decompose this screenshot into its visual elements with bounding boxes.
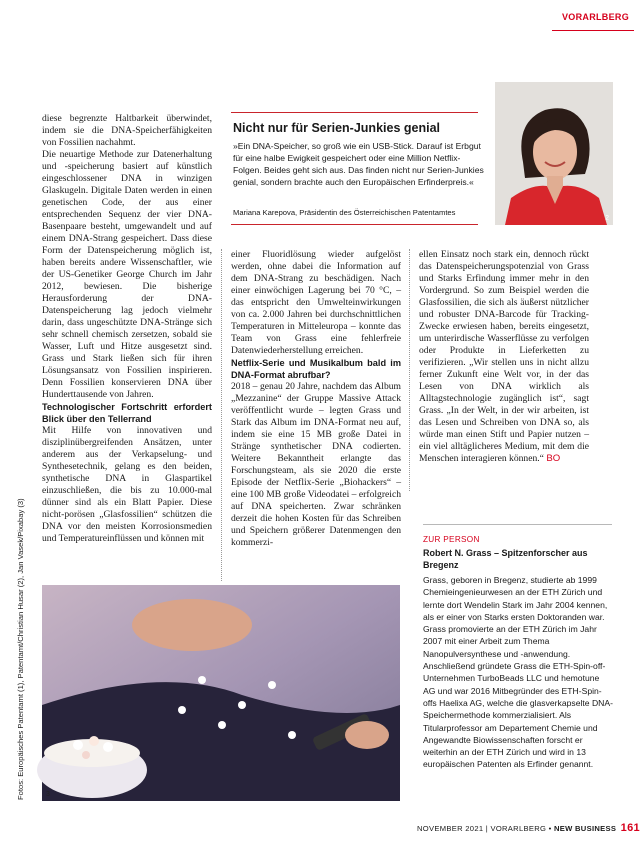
col2-subheading: Netflix-Serie und Musikalbum bald im DNA-Format abrufbar? [231,358,401,380]
page-footer [417,822,640,834]
quote-box-bottom-rule [231,224,478,225]
section-tag [552,10,634,28]
col1-subheading: Technologischer Fortschritt erfordert Blick über den Tellerrand [42,402,212,424]
author-signature: BO [546,453,561,464]
person-name: Robert N. Grass – Spitzenforscher aus Bregenz [423,548,588,570]
column-divider-2 [409,249,410,491]
page-number: 161 [620,822,640,834]
col3-text: ellen Einsatz noch stark ein, dennoch rückt das Datenspeicherungspotenzial von Grass und Starks Erfindung immer mehr in den Vordergrund. So zum Beispiel werden die Glasfossilien, die sich als äußerst nützlicher und robuster DNA-Barcode für Tracking-Zwecke erwiesen haben, bereits eingesetzt, um unterirdische Wasserflüsse zu verfolgen oder Produkte in Lieferketten zu verifizieren. „Wir stellen uns in nicht allzu ferner Zukunft eine Welt vor, in der das Lesen von DNA wirklich als Alltagstechnologie zugänglich ist“, sagt Grass. „In der Welt, in der wir arbeiten, ist das Lesen und Schreiben von DNA so, als würde man einen Stift und Papier nutzen – ein viel alltäglicheres Medium, mit dem die Menschen interagieren können.“ [419,249,589,464]
col1-paragraph-2: Die neuartige Methode zur Datenerhaltung und -speicherung basiert auf künstlich eingeschlossener DNA in winzigen Glaskugeln. Digitale Daten werden in einen genetischen Code, der aus einer entsprechenden Sequenz der vier DNA-Basenpaare besteht, umgewandelt und auf einem DNA-Strang gespeichert. Dass diese Form der Datenspeicherung möglich ist, haben bereits andere Wissenschaftler, wie der US-Genetiker George Church im Jahr 2012, bewiesen. Die bisherige Herausforderung der DNA-Datenspeicherung lag jedoch vielmehr darin, dass ungeschützte DNA-Stränge sich sehr schnell chemisch zersetzen, sobald sie Wasser, Luft und Hitze ausgesetzt sind. Grass und Stark ließen sich für ihren Lösungsansatz von Fossilien inspirieren. Denn Fossilien konservieren DNA über Hunderttausende von Jahren. [42,149,212,400]
quote-box-top-rule [231,112,478,113]
person-top-rule [423,524,612,525]
col2-paragraph-2: 2018 – genau 20 Jahre, nachdem das Album „Mezzanine“ der Gruppe Massive Attack veröffentlicht wurde – legten Grass und Stark das Album im DNA-Format neu auf, indem sie eine 15 MB große Datei in Stränge synthetischer DNA codierten. Weitere Bekanntheit erlangte das Forschungsteam, als sie 2020 die erste Episode der Netflix-Serie „Biohackers“ – eine 100 MB große Videodatei – erfolgreich auf DNA speicherten. Zwar schränken derzeit die hohen Kosten für das Schreiben und Speichern größerer Datenmengen den kommerzi- [231,381,401,548]
quote-box-quote: »Ein DNA-Speicher, so groß wie ein USB-Stick. Darauf ist Erbgut für eine halbe Ewigkeit gespeichert oder eine Million Netflix-Folgen. Beides geht sich aus. Das finden nicht nur Serien-Junkies genial, sondern brachte auch den Europäischen Erfinderpreis.« [233,141,484,187]
article-column-1 [42,113,212,545]
col1-paragraph-1: diese begrenzte Haltbarkeit überwindet, indem sie die DNA-Speicherfähigkeiten von Fossilien nachahmt. [42,113,212,148]
person-bio: Grass, geboren in Bregenz, studierte ab 1999 Chemieingenieurwesen an der ETH Zürich und lernte dort Wendelin Stark im Jahr 2004 kennen, als er einer von Starks ersten Doktoranden war. Grass promovierte an der ETH Zürich im Jahr 2007 mit einer Arbeit zum Thema Nanopulversynthese und -anwendung. Anschließend gründete Grass die ETH-Spin-off-Unternehmen TurboBeads LLC und hemotune AG und war 2016 Mitbegründer des ETH-Spin-offs Haelixa AG, welche die glasverkapselte DNA-Speichermethode kommerzialisiert. Als Titularprofessor am Departement Chemie und Angewandte Biowissenschaften forscht er weiterhin an der ETH Zürich und wird in 13 europäischen Patenten als Erfinder genannt. [423,575,613,770]
popcorn-illustration [42,585,400,801]
portrait-illustration [495,82,613,225]
photo-number-2: 2 [605,215,609,222]
col1-paragraph-3: Mit Hilfe von innovativen und disziplinübergreifenden Ansätzen, unter anderem aus der Verkapselung- und Synthesetechnik, gelang es den beiden, synthetische DNA in Glaspartikel einzuschließen, die bis zu 10.000-mal dünner sind als ein Blatt Papier. Diese nicht-porösen „Glasfossilien“ schützen die DNA vor den meisten Korrosionsmedien und Temperatureinflüssen und können mit [42,425,212,544]
footer-issue: NOVEMBER 2021 | VORARLBERG • [417,824,554,833]
person-label: ZUR PERSON [423,535,480,544]
photo-credit: Fotos: Europäisches Patentamt (1), Patentamt/Christian Husar (2), Jan Vasek/Pixabay (3) [16,498,25,800]
col2-paragraph-1: einer Fluoridlösung wieder aufgelöst werden, ohne dabei die Information auf dem DNA-Strang zu beschädigen. Nach einer einwöchigen Lagerung bei 70 °C, – das entspricht den Umwelteinwirkungen von ca. 2.000 Jahren bei durchschnittlichen Temperaturen in Mitteleuropa – konnte das Team von Grass eine fehlerfreie Datenwiederherstellung erreichen. [231,249,401,356]
popcorn-photo [42,585,400,801]
article-column-3 [419,249,589,465]
col3-paragraph [419,249,589,465]
section-label: VORARLBERG [562,12,630,22]
quote-box-title: Nicht nur für Serien-Junkies genial [233,121,440,135]
quote-box-attribution: Mariana Karepova, Präsidentin des Österreichischen Patentamtes [233,208,456,217]
section-line [552,30,634,31]
photo-number-3: 3 [46,791,50,798]
column-divider-1 [221,249,222,581]
portrait-photo [495,82,613,225]
footer-brand: NEW BUSINESS [553,824,617,833]
article-column-2 [231,249,401,549]
